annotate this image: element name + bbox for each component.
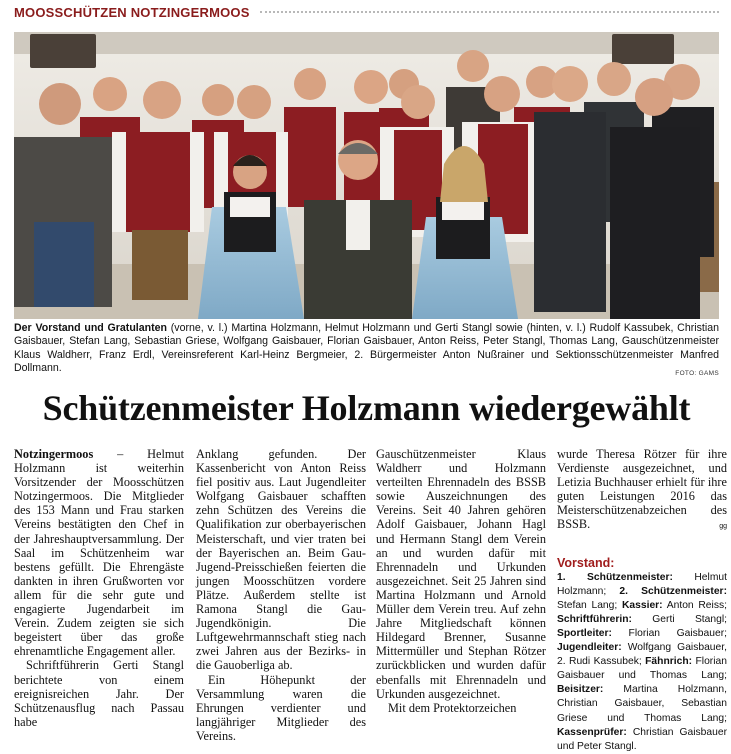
vorstand-role: Sportleiter: — [557, 627, 612, 639]
vorstand-role: Kassier: — [621, 599, 663, 611]
dotted-rule — [260, 11, 719, 13]
article-paragraph: Schriftführerin Gerti Stangl berichtete von einem ereignisreichen Jahr. Der Schützenausflug nach Passau habe — [14, 658, 184, 729]
article-paragraph: Mit dem Protektorzeichen — [388, 700, 517, 715]
vorstand-role: 2. Schützenmeister: — [619, 585, 727, 597]
article-paragraph: Anklang gefunden. Der Kassenbericht von Anton Reiss fiel positiv aus. Laut Jugendleiter Wolfgang Gaisbauer schafften zehn Schützen des Vereins die Qualifikation zur oberbayerischen Meisterschaft, und vier traten bei der Bayerischen an. Beim Gau-Jugend-Preisschießen feierten die jungen Moosschützen vordere Plätze. Außerdem stellte ist Ramona Stangl die Gau-Jugendkönigin. Die Luftgewehrmannschaft stieg nach zwei Jahren aus der Bezirks- in die Gauoberliga ab. — [196, 447, 366, 673]
vorstand-names: Martina Holzmann, Christian Gaisbauer, Sebastian Griese und Thomas Lang; — [557, 684, 727, 724]
group-photo — [14, 32, 719, 319]
article-paragraph: Gauschützenmeister Klaus Waldherr und Holzmann verteilten Ehrennadeln des BSSB sowie Auszeichnungen des Vereins. Seit 40 Jahren gehören Adolf Gaisbauer, Johann Hagl und Hermann Stangl dem Verein an und wurden dafür mit Ehrennadeln und Urkunden ausgezeichnet. Seit 25 Jahren sind Martina Holzmann und Arnold Müller dem Verein treu. Auf zehn Jahre Mitgliedschaft können Hildegard Brenner, Susanne Mittermüller und Stephan Rötzer zurückblicken und wurden dafür ebenfalls mit Ehrennadeln und Urkunden ausgezeichnet. — [376, 447, 546, 701]
vorstand-role: Kassenprüfer: — [557, 726, 627, 738]
article-paragraph: Ein Höhepunkt der Versammlung waren die Ehrungen verdienter und langjähriger Mitglieder des Vereins. — [196, 672, 366, 743]
vorstand-names: Anton Reiss; — [666, 599, 727, 611]
vorstand-heading: Vorstand: — [557, 555, 615, 570]
vorstand-list — [557, 571, 727, 754]
section-title: MOOSSCHÜTZEN NOTZINGERMOOS — [14, 4, 250, 20]
article-paragraph — [557, 447, 727, 532]
vorstand-names: Gerti Stangl; — [652, 613, 727, 625]
article-column-1 — [14, 447, 184, 729]
vorstand-role: Schriftführerin: — [557, 613, 632, 625]
photo-caption — [14, 322, 719, 376]
vorstand-names: Florian Gaisbauer und Thomas Lang; — [557, 656, 727, 682]
article-column-3 — [376, 447, 546, 715]
vorstand-names: Helmut Holzmann; — [557, 571, 727, 597]
paragraph-text: – Helmut Holzmann ist weiterhin Vorsitzender der Moosschützen Notzingermoos. Die Mitglieder des 153 Mann und Frau starken Vereins bestätigten den Chef in der Jahreshauptversammlung. Der Saal im Schützenheim war bestens gefüllt. Die Ehrengäste dankten in ihren Grußworten vor allem für die sehr gute und engagierte Jugendarbeit im Verein. Zudem zeigten sie sich begeistert über das große ehrenamtliche Engagement aller. — [14, 447, 184, 659]
caption-lead: Der Vorstand und Gratulanten — [14, 322, 167, 334]
article-column-2 — [196, 447, 366, 743]
vorstand-names: Stefan Lang; — [557, 599, 618, 611]
caption-text: (vorne, v. l.) Martina Holzmann, Helmut Holzmann und Gerti Stangl sowie (hinten, v. l.) Rudolf Kassubek, Christian Gaisbauer, Stefan Lang, Sebastian Griese, Wolfgang Gaisbauer, Florian Gaisbauer, Anton Reiss, Peter Stangl, Thomas Lang, Gauschützenmeister Klaus Waldherr, Franz Erdl, Vereinsreferent Karl-Heinz Bergmeier, 2. Bürgermeister Anton Nußrainer und Sektionsschützenmeister Manfred Dollmann. — [14, 322, 719, 375]
dateline: Notzingermoos — [14, 447, 94, 461]
photo-credit: FOTO: GAMS — [675, 370, 719, 377]
vorstand-names: Florian Gaisbauer; — [628, 627, 727, 639]
article-column-4 — [557, 447, 727, 754]
vorstand-role: 1. Schützenmeister: — [557, 571, 673, 583]
group-photo-illustration — [14, 32, 719, 319]
vorstand-names: Christian Gaisbauer und Peter Stangl. — [557, 726, 727, 752]
paragraph-text: wurde Theresa Rötzer für ihre Verdienste ausgezeichnet, und Letizia Buchhauser erhielt für ihre guten Leistungen 2016 das Meisterschützenabzeichen des BSSB. — [557, 447, 727, 532]
author-signature: gg — [719, 523, 727, 531]
article-paragraph — [14, 447, 184, 658]
vorstand-names: Wolfgang Gaisbauer, 2. Rudi Kassubek; — [557, 642, 727, 668]
vorstand-role: Jugendleiter: — [557, 642, 622, 654]
vorstand-role: Beisitzer: — [557, 684, 604, 696]
section-kicker — [14, 2, 719, 22]
vorstand-role: Fähnrich: — [645, 656, 693, 668]
headline: Schützenmeister Holzmann wiedergewählt — [42, 388, 691, 428]
